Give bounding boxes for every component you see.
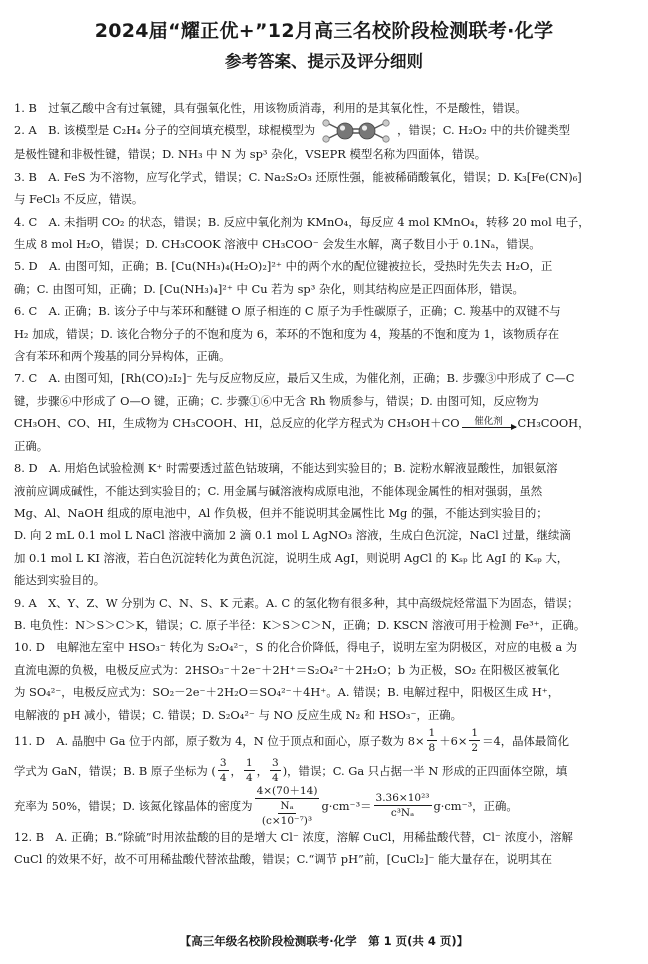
answer-line: 3. B A. FeS 为不溶物，应写化学式，错误；C. Na₂S₂O₃ 还原性强，能被稀硝酸氧化，错误；D. K₃[Fe(CN)₆]	[14, 169, 582, 184]
answer-line: 10. D 电解池左室中 HSO₃⁻ 转化为 S₂O₄²⁻，S 的化合价降低，得电子，说明左室为阴极区，对应的电极 a 为	[14, 640, 578, 655]
answer-line: CH₃OH、CO、HI，生成物为 CH₃COOH、HI，总反应的化学方程式为 CH₃OH＋CO 催化剂 CH₃COOH，	[14, 416, 590, 431]
answer-item-6	[14, 300, 634, 367]
answer-item-11	[14, 726, 634, 826]
answer-item-4	[14, 211, 634, 256]
answer-line: 电解液的 pH 减小，错误；C. 错误；D. S₂O₄²⁻ 与 NO 反应生成 N₂ 和 HSO₃⁻，正确。	[14, 707, 463, 722]
answer-item-1	[14, 97, 634, 119]
answer-item-12	[14, 826, 634, 871]
answer-content	[14, 97, 634, 871]
answer-line: 9. A X、Y、Z、W 分别为 C、N、S、K 元素。A. C 的氢化物有很多种，其中高级烷烃常温下为固态，错误；	[14, 595, 579, 610]
answer-line: H₂ 加成，错误；D. 该化合物分子的不饱和度为 6，苯环的不饱和度为 4，羧基的不饱和度为 1，该物质存在	[14, 326, 560, 341]
fraction: $\frac{\text{3.36×10²³}}{\text{c³Nₐ}}$	[375, 792, 430, 820]
answer-line: 8. D A. 用焰色试验检测 K⁺ 时需要透过蓝色钴玻璃，不能达到实验目的；B. 淀粉水解液显酸性，加银氨溶	[14, 461, 558, 476]
answer-line: CuCl 的效果不好，故不可用稀盐酸代替浓盐酸，错误；C.“调节 pH”前，[CuCl₂]⁻ 能大量存在，说明其在	[14, 852, 553, 867]
answer-line: 确；C. 由图可知，正确；D. [Cu(NH₃)₄]²⁺ 中 Cu 若为 sp³ 杂化，则其结构应是正四面体形，错误。	[14, 281, 524, 296]
answer-line: 是极性键和非极性键，错误；D. NH₃ 中 N 为 sp³ 杂化，VSEPR 模型名称为四面体，错误。	[14, 147, 487, 162]
answer-line: 含有苯环和两个羧基的同分异构体，正确。	[14, 349, 231, 364]
answer-line: 生成 8 mol H₂O，错误；D. CH₃COOK 溶液中 CH₃COO⁻ 会发生水解，离子数目小于 0.1Nₐ，错误。	[14, 237, 541, 252]
fraction: $\frac{3}{4}$	[219, 757, 227, 785]
answer-line: 11. D A. 晶胞中 Ga 位于内部，原子数为 4，N 位于顶点和面心，原子数为 8× $\frac{1}{8}$ ＋6× $\frac{1}{2}$ ＝4，晶体最简化	[14, 727, 570, 755]
density-fraction: $\frac{4\times(70+14)}{\frac{\text{Nₐ}}{\text{(c×10⁻⁷)³}}}$	[256, 784, 318, 827]
answer-item-3	[14, 166, 634, 211]
fraction: $\frac{3}{4}$	[272, 757, 279, 785]
answer-line: 学式为 GaN，错误；B. B 原子坐标为 ( $\frac{3}{4}$ ， $\frac{1}{4}$ ， $\frac{3}{4}$ )，错误；C. Ga 只占据一半 N 形成的正四面体空隙，填	[14, 757, 568, 785]
arrow-icon	[462, 427, 516, 432]
fraction: $\frac{\text{Nₐ}}{\text{(c×10⁻⁷)³}}$	[261, 799, 313, 827]
catalyst-label: 催化剂	[474, 416, 503, 428]
answer-line: 6. C A. 正确；B. 该分子中与苯环和醚键 O 原子相连的 C 原子为手性碳原子，正确；C. 羧基中的双键不与	[14, 304, 561, 319]
fraction: $\frac{1}{4}$	[245, 757, 253, 785]
answer-line: 能达到实验目的。	[14, 573, 106, 588]
answer-line: 液前应调成碱性，不能达到实验目的；C. 用金属与碱溶液构成原电池，不能体现金属性的相对强弱，虽然	[14, 483, 543, 498]
fraction: $\frac{1}{2}$	[471, 727, 479, 755]
answer-line: 4. C A. 未指明 CO₂ 的状态，错误；B. 反应中氧化剂为 KMnO₄，每反应 4 mol KMnO₄，转移 20 mol 电子，	[14, 214, 590, 229]
answer-item-8	[14, 457, 634, 591]
answer-item-5	[14, 255, 634, 300]
answer-item-10	[14, 636, 634, 726]
answer-line: 键，步骤⑥中形成了 O—O 键，正确；C. 步骤①⑥中无含 Rh 物质参与，错误；D. 由图可知，反应物为	[14, 393, 539, 408]
answer-line: 正确。	[14, 438, 49, 453]
answer-line: Mg、Al、NaOH 组成的原电池中，Al 作负极，但并不能说明其金属性比 Mg 的强，不能达到实验目的；	[14, 505, 548, 520]
answer-line: 充率为 50%，错误；D. 该氮化镓晶体的密度为 $\frac{4\times(70+14)}{\frac{\text{Nₐ}}{\text{(c×10⁻⁷)³}}}$ g·cm⁻³＝ $\frac{\text{3.36×10²³}}{\text{c³Nₐ}}$ g·cm⁻³，正确。	[14, 784, 518, 827]
reaction-arrow	[462, 416, 516, 432]
answer-item-9	[14, 592, 634, 637]
answer-item-7	[14, 367, 634, 457]
page-title: 2024届“耀正优+”12月高三名校阶段检测联考·化学	[94, 20, 554, 42]
ethylene-ball-and-stick-icon	[319, 119, 393, 143]
answer-line: 2. A B. 该模型是 C₂H₄ 分子的空间填充模型，球棍模型为 ，错误；C. H₂O₂ 中的共价键类型	[14, 119, 634, 143]
answer-line: 7. C A. 由图可知，[Rh(CO)₂I₂]⁻ 先与反应物反应，最后又生成，为催化剂，正确；B. 步骤③中形成了 C—C	[14, 371, 575, 386]
answer-line: B. 电负性：N＞S＞C＞K，错误；C. 原子半径：K＞S＞C＞N，正确；D. KSCN 溶液可用于检测 Fe³⁺，正确。	[14, 617, 586, 632]
page-subtitle: 参考答案、提示及评分细则	[225, 52, 423, 71]
answer-line: D. 向 2 mL 0.1 mol L NaCl 溶液中滴加 2 滴 0.1 mol L AgNO₃ 溶液，生成白色沉淀，NaCl 过量，继续滴	[14, 528, 571, 543]
answer-line: 与 FeCl₃ 不反应，错误。	[14, 192, 144, 207]
answer-line: 为 SO₄²⁻，电极反应式为：SO₂－2e⁻＋2H₂O＝SO₄²⁻＋4H⁺。A. 错误；B. 电解过程中，阳极区生成 H⁺，	[14, 685, 560, 700]
answer-line: 加 0.1 mol L KI 溶液，若白色沉淀转化为黄色沉淀，说明生成 AgI，则说明 AgCl 的 Kₛₚ 比 AgI 的 Kₛₚ 大，	[14, 550, 569, 565]
answer-line: 12. B A. 正确；B.“除硫”时用浓盐酸的目的是增大 Cl⁻ 浓度，溶解 CuCl，用稀盐酸代替，Cl⁻ 浓度小，溶解	[14, 829, 573, 844]
answer-item-2	[14, 119, 634, 165]
page-footer: 【高三年级名校阶段检测联考·化学 第 1 页(共 4 页)】	[179, 934, 469, 948]
answer-line: 直流电源的负极，电极反应式为：2HSO₃⁻＋2e⁻＋2H⁺＝S₂O₄²⁻＋2H₂O；b 为正极，SO₂ 在阳极区被氧化	[14, 662, 560, 677]
answer-line: 5. D A. 由图可知，正确；B. [Cu(NH₃)₄(H₂O)₂]²⁺ 中的两个水的配位键被拉长，受热时先失去 H₂O，正	[14, 259, 553, 274]
answer-line: 1. B 过氧乙酸中含有过氧键，具有强氧化性，用该物质消毒，利用的是其氧化性，不是酸性，错误。	[14, 101, 527, 115]
fraction: $\frac{1}{8}$	[428, 727, 436, 755]
